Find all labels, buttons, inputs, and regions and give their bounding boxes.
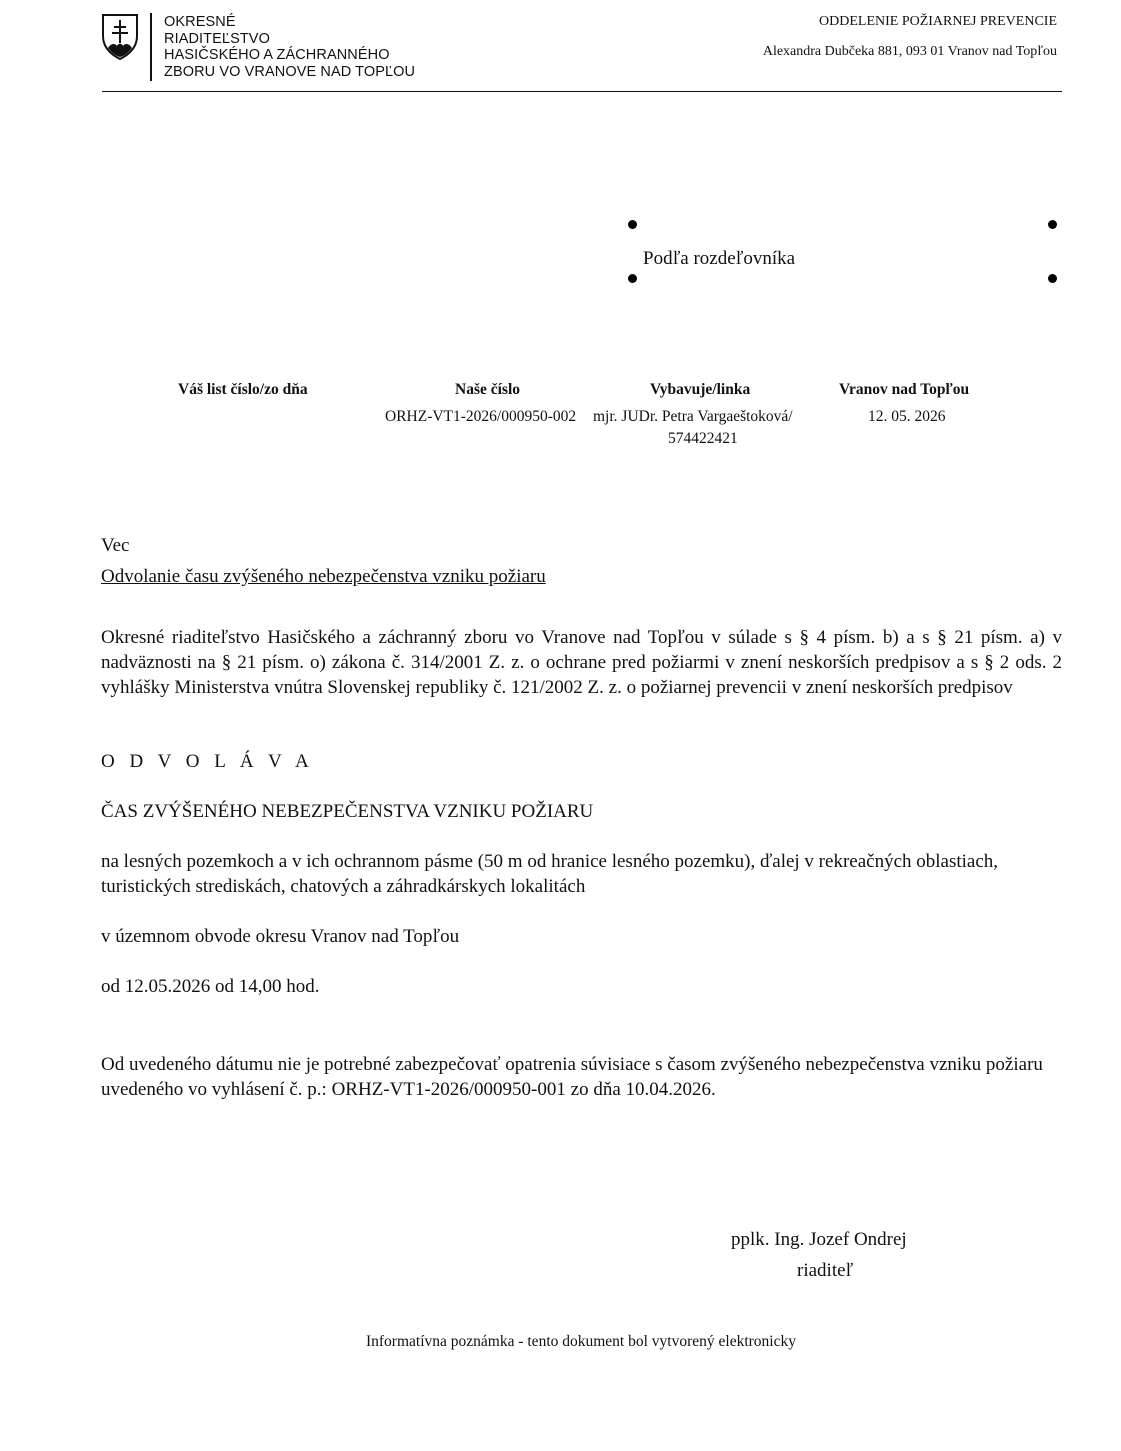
header-divider	[102, 91, 1062, 92]
decision-heading: O D V O L Á V A	[101, 751, 314, 772]
effective-date-line: od 12.05.2026 od 14,00 hod.	[101, 976, 320, 997]
footnote: Informatívna poznámka - tento dokument bol vytvorený elektronicky	[365, 1333, 796, 1350]
slovak-coat-of-arms-icon	[100, 12, 140, 62]
organization-address: Alexandra Dubčeka 881, 093 01 Vranov nad Topľou	[762, 44, 1057, 59]
intro-paragraph: Okresné riaditeľstvo Hasičského a záchranný zboru vo Vranove nad Topľou v súlade s § 4 písm. b) a s § 21 písm. a) v nadväznosti na § 21 písm. o) zákona č. 314/2001 Z. z. o ochrane pred požiarmi v znení neskorších predpisov a s § 2 ods. 2 vyhlášky Ministerstva vnútra Slovenskej republiky č. 121/2002 Z. z. o požiarnej prevencii v znení neskorších predpisov	[101, 627, 1062, 698]
handled-by-name: mjr. JUDr. Petra Vargaeštoková/	[593, 408, 793, 425]
address-corner-mark	[628, 274, 637, 283]
place-label: Vranov nad Topľou	[839, 381, 970, 398]
decision-object: ČAS ZVÝŠENÉHO NEBEZPEČENSTVA VZNIKU POŽIARU	[101, 801, 594, 822]
our-number-label: Naše číslo	[455, 381, 521, 398]
our-number-value: ORHZ-VT1-2026/000950-002	[385, 408, 577, 425]
address-corner-mark	[1048, 274, 1057, 283]
signatory-name: pplk. Ing. Jozef Ondrej	[731, 1229, 907, 1250]
scope-line: na lesných pozemkoch a v ich ochrannom pásme (50 m od hranice lesného pozemku), ďalej v rekreačných oblastiach,	[101, 851, 999, 872]
organization-name-line: OKRESNÉ	[164, 14, 236, 30]
subject-line: Odvolanie času zvýšeného nebezpečenstva vzniku požiaru	[101, 566, 546, 587]
subject-label: Vec	[101, 535, 130, 556]
organization-name-line: RIADITEĽSTVO	[164, 30, 270, 47]
organization-name	[164, 14, 415, 80]
organization-name-line: ZBORU VO VRANOVE NAD TOPĽOU	[164, 63, 416, 80]
address-corner-mark	[1048, 220, 1057, 229]
recipient: Podľa rozdeľovníka	[643, 248, 796, 269]
department-name: ODDELENIE POŽIARNEJ PREVENCIE	[819, 14, 1057, 29]
handled-by-phone: 574422421	[668, 430, 738, 447]
your-letter-label: Váš list číslo/zo dňa	[178, 381, 308, 398]
header-crest-divider	[150, 13, 152, 81]
closing-paragraph: Od uvedeného dátumu nie je potrebné zabezpečovať opatrenia súvisiace s časom zvýšeného nebezpečenstva vzniku požiaru uvedeného vo vyhlásení č. p.: ORHZ-VT1-2026/000950-001 zo dňa 10.04.2026.	[101, 1054, 1043, 1100]
address-corner-mark	[628, 220, 637, 229]
handled-by-label: Vybavuje/linka	[650, 381, 751, 398]
signatory-role: riaditeľ	[797, 1260, 854, 1281]
organization-name-line: HASIČSKÉHO A ZÁCHRANNÉHO	[164, 47, 390, 63]
scope-line: turistických strediskách, chatových a záhradkárskych lokalitách	[101, 876, 586, 897]
territory-line: v územnom obvode okresu Vranov nad Topľou	[101, 926, 460, 947]
document-date: 12. 05. 2026	[868, 408, 946, 425]
